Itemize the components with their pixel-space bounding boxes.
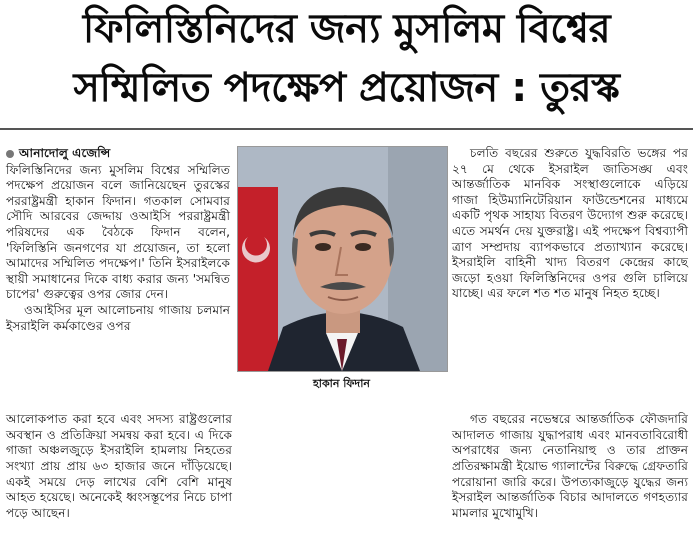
paragraph-casualties: আলোকপাত করা হবে এবং সদস্য রাষ্ট্রগুলোর অবস্থান ও প্রতিক্রিয়া সমন্বয় করা হবে। এ দিকে গাজা অঞ্চলজুড়ে ইসরাইলি হামলায় নিহতের সংখ্যা প্রায় প্রায় ৬৩ হাজার জনে দাঁড়িয়েছে। একই সময়ে দেড় লাখের বেশি বেশি মানুষ আহত হয়েছে। অনেকেই ধ্বংসস্তূপের নিচে চাপা পড়ে আছেন। xyxy=(6,412,232,520)
article-left-column xyxy=(6,146,230,334)
article-right-column xyxy=(452,146,688,302)
headline-line-2: সম্মিলিত পদক্ষেপ প্রয়োজন : তুরস্ক xyxy=(73,65,620,111)
headline-line-1: ফিলিস্তিনিদের জন্য মুসলিম বিশ্বের xyxy=(82,6,611,52)
paragraph-icc: গত বছরের নভেম্বরে আন্তর্জাতিক ফৌজদারি আদালত গাজায় যুদ্ধাপরাধ এবং মানবতাবিরোধী অপরাধের জন্য নেতানিয়াহু ও তার প্রাক্তন প্রতিরক্ষামন্ত্রী ইয়োভ গ্যালান্টের বিরুদ্ধে গ্রেফতারি পরোয়ানা জারি করে। উপত্যকাজুড়ে যুদ্ধের জন্য ইসরাইল আন্তর্জাতিক বিচার আদালতে গণহত্যার মামলার মুখোমুখি। xyxy=(452,412,688,520)
headline-divider xyxy=(0,128,693,130)
byline-text: আনাদোলু এজেন্সি xyxy=(19,146,111,160)
paragraph-intro: ফিলিস্তিনিদের জন্য মুসলিম বিশ্বের সম্মিলিত পদক্ষেপ প্রয়োজন বলে জানিয়েছেন তুরস্কের পররাষ্ট্রমন্ত্রী হাকান ফিদান। গতকাল সোমবার সৌদি আরবের জেদ্দায় ওআইসি পররাষ্ট্রমন্ত্রী পরিষদের এক বৈঠকে ফিদান বলেন, 'ফিলিস্তিনি জনগণের যা প্রয়োজন, তা হলো আমাদের সম্মিলিত পদক্ষেপ।' তিনি ইসরাইলকে স্থায়ী সমাধানের দিকে বাধ্য করার জন্য 'সমন্বিত চাপের' গুরুত্বের ওপর জোর দেন। xyxy=(6,162,230,302)
article-bottom-right xyxy=(452,400,688,534)
photo-caption: হাকান ফিদান xyxy=(313,377,370,390)
portrait-photo xyxy=(237,146,448,372)
paragraph-aid: চলতি বছরের শুরুতে যুদ্ধবিরতি ভঙ্গের পর ২৭ মে থেকে ইসরাইল জাতিসঙ্ঘ এবং আন্তর্জাতিক মানবিক সংস্থাগুলোকে এড়িয়ে গাজা হিউম্যানিটেরিয়ান ফাউন্ডেশনের মাধ্যমে একটি পৃথক সাহায্য বিতরণ উদ্যোগ শুরু করেছে। এতে সমর্থন দেয় যুক্তরাষ্ট্র। এই পদক্ষেপ বিশ্বব্যাপী ত্রাণ সম্প্রদায় ব্যাপকভাবে প্রত্যাখ্যান করেছে। ইসরাইলি বাহিনী খাদ্য বিতরণ কেন্দ্রের কাছে জড়ো হওয়া ফিলিস্তিনিদের ওপর গুলি চালিয়ে যাচ্ছে। এর ফলে শত শত মানুষ নিহত হচ্ছে। xyxy=(452,146,688,301)
article-bottom-left xyxy=(6,400,232,534)
portrait-illustration xyxy=(238,147,447,371)
bullet-icon xyxy=(6,150,14,158)
paragraph-oic: ওআইসির মূল আলোচনায় গাজায় চলমান ইসরাইলি কর্মকাণ্ডের ওপর xyxy=(6,302,230,333)
byline xyxy=(6,146,230,162)
